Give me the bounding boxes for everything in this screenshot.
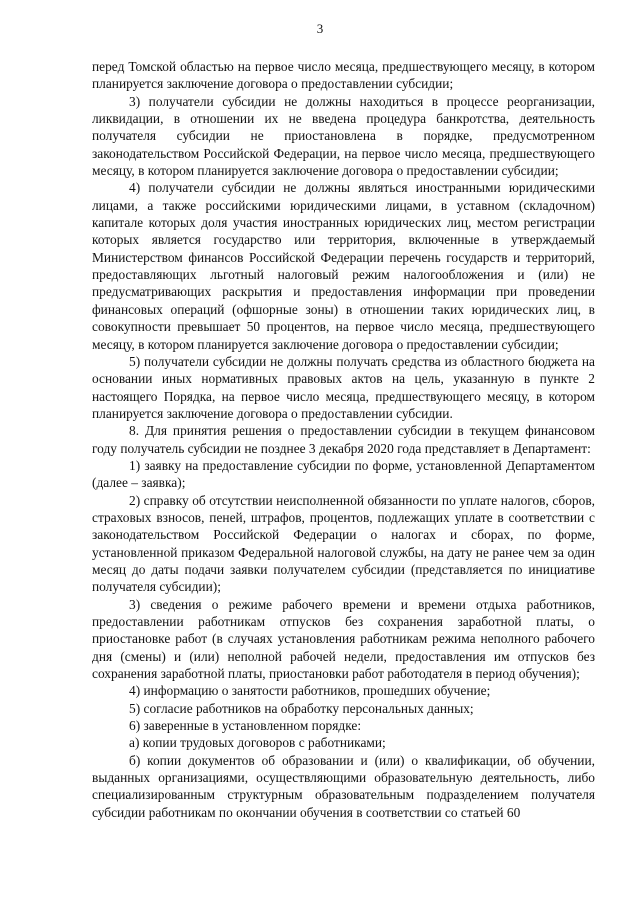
paragraph-sub-item-a-labor-contracts: а) копии трудовых договоров с работниками; — [129, 735, 386, 751]
paragraph-sub-item-b-education-documents: б) копии документов об образовании и (или) о квалификации, об обучении, выданных организациями, осуществляющими образовательную деятельность, либо специализированным структурным образовательным подразделением получателя субсидии работникам по окончании обучения в соответствии со статьей 60 — [92, 752, 595, 820]
paragraph-item-3-reorganization: 3) получатели субсидии не должны находиться в процессе реорганизации, ликвидации, в отношении их не введена процедура банкротства, деятельность получателя субсидии не приостановлена в порядке, предусмотренном законодательством Российской Федерации, на первое число месяца, предшествующего месяцу, в котором планируется заключение договора о предоставлении субсидии; — [92, 93, 595, 179]
paragraph-item-5-other-funds: 5) получатели субсидии не должны получать средства из областного бюджета на основании иных нормативных правовых актов на цель, указанную в пункте 2 настоящего Порядка, на первое число месяца, предшествующего месяцу, в котором планируется заключение договора о предоставлении субсидии. — [92, 353, 595, 421]
paragraph-section-8: 8. Для принятия решения о предоставлении субсидии в текущем финансовом году получатель субсидии не позднее 3 декабря 2020 года представляет в Департамент: — [92, 423, 595, 456]
paragraph-continuation: перед Томской областью на первое число месяца, предшествующего месяцу, в котором планируется заключение договора о предоставлении субсидии; — [92, 59, 595, 92]
document-body — [92, 58, 595, 821]
paragraph-list-item-6-certified-copies: 6) заверенные в установленном порядке: — [129, 718, 362, 734]
paragraph-list-item-2-tax-certificate: 2) справку об отсутствии неисполненной обязанности по уплате налогов, сборов, страховых взносов, пеней, штрафов, процентов, подлежащих уплате в соответствии с законодательством Российской Федерации о налогах и сборах, по форме, установленной приказом Федеральной налоговой службы, на дату не ранее чем за один месяц до даты подачи заявки получателем субсидии (представляется по инициативе получателя субсидии); — [92, 492, 595, 595]
paragraph-list-item-1-application: 1) заявку на предоставление субсидии по форме, установленной Департаментом (далее – заявка); — [92, 457, 595, 491]
paragraph-list-item-4-employment-info: 4) информацию о занятости работников, прошедших обучение; — [129, 683, 491, 699]
paragraph-item-4-foreign-entities: 4) получатели субсидии не должны являться иностранными юридическими лицами, а также российскими юридическими лицами, в уставном (складочном) капитале которых доля участия иностранных юридических лиц, местом регистрации которых является государство или территория, включенные в утверждаемый Министерством финансов Российской Федерации перечень государств и территорий, предоставляющих льготный налоговый режим налогообложения и (или) не предусматривающих раскрытия и предоставления информации при проведении финансовых операций (офшорные зоны) в отношении таких юридических лиц, в совокупности превышает 50 процентов, на первое число месяца, предшествующего месяцу, в котором планируется заключение договора о предоставлении субсидии; — [92, 180, 595, 352]
paragraph-list-item-3-working-hours: 3) сведения о режиме рабочего времени и времени отдыха работников, предоставлении работникам отпусков без сохранения заработной платы, о приостановке работ (в случаях установления работникам режима неполного рабочего дня (смены) и (или) неполной рабочей недели, предоставления им отпусков без сохранения заработной платы, приостановки работ работодателя в период обучения); — [92, 596, 595, 682]
paragraph-list-item-5-consent: 5) согласие работников на обработку персональных данных; — [129, 700, 474, 716]
page-number: 3 — [316, 21, 324, 36]
